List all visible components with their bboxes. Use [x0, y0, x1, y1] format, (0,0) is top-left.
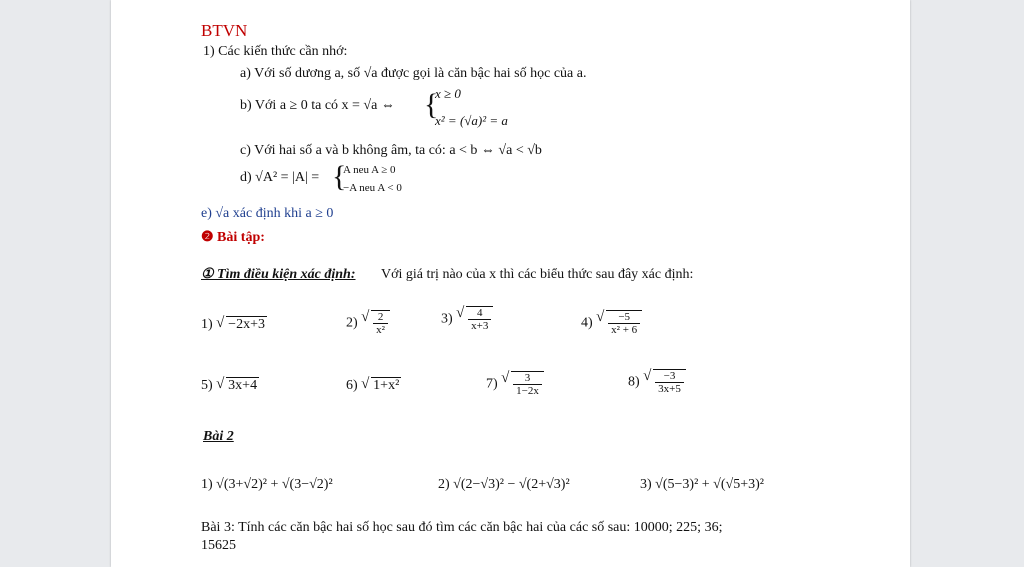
exercise1-item-5	[201, 377, 259, 394]
brace-d: {	[332, 160, 347, 193]
fraction-denominator: 1−2x	[516, 385, 539, 397]
exercise1-item-2	[346, 310, 390, 336]
exercise2-title: Bài 2	[203, 429, 234, 444]
exercise1-item-7	[486, 371, 544, 397]
fraction-denominator: x+3	[471, 320, 489, 332]
fraction-numerator: √ 4	[468, 307, 491, 320]
knowledge-heading: 1) Các kiến thức cần nhớ:	[203, 44, 348, 59]
item-label: 3)	[441, 311, 453, 327]
knowledge-d-prefix: d) √A² = |A| =	[240, 170, 320, 185]
item-expression: √(3+√2)² + √(3−√2)²	[216, 477, 333, 492]
exercises-heading: ❷ Bài tập:	[201, 230, 265, 245]
brace-b: {	[424, 88, 439, 121]
exercise1-item-1	[201, 316, 267, 333]
left-gutter	[0, 0, 111, 567]
fraction-numerator: √ −3	[655, 370, 684, 383]
fraction-numerator: √ 2	[373, 311, 388, 324]
knowledge-d-case1: A neu A ≥ 0	[343, 164, 396, 176]
fraction-numerator: √ −5	[608, 311, 640, 324]
exercise2-item-3	[640, 477, 764, 493]
item-label: 7)	[486, 376, 498, 392]
item-label: 4)	[581, 315, 593, 331]
right-gutter	[910, 0, 1024, 567]
item-expression: √(2−√3)² − √(2+√3)²	[453, 477, 570, 492]
exercise1-item-4	[581, 310, 642, 336]
exercise2-item-1	[201, 477, 333, 493]
knowledge-b-case1: x ≥ 0	[435, 86, 461, 101]
exercise3-line1: Bài 3: Tính các căn bậc hai số học sau đó tìm các căn bậc hai của các số sau: 10000; 225; 36;	[201, 520, 723, 535]
item-expression: √(5−3)² + √(√5+3)²	[655, 477, 764, 492]
knowledge-d-case2: −A neu A < 0	[343, 182, 402, 194]
exercise1-title: ① Tìm điều kiện xác định:	[201, 267, 356, 282]
item-label: 2)	[346, 315, 358, 331]
exercise1-item-3	[441, 306, 493, 332]
exercise1-item-6	[346, 377, 401, 394]
item-label: 5)	[201, 378, 213, 393]
item-expression: 1+x²	[373, 378, 400, 393]
fraction-numerator: √ 3	[513, 372, 542, 385]
exercise1-prompt: Với giá trị nào của x thì các biểu thức sau đây xác định:	[381, 267, 694, 282]
item-label: 1)	[201, 317, 213, 332]
knowledge-c: c) Với hai số a và b không âm, ta có: a < b ⇔ √a < √b	[240, 143, 542, 158]
fraction-denominator: 3x+5	[658, 383, 681, 395]
item-label: 2)	[438, 477, 450, 492]
item-expression: −2x+3	[228, 317, 265, 332]
exercise3-line2: 15625	[201, 538, 236, 553]
doc-title: BTVN	[201, 21, 248, 40]
exercise2-item-2	[438, 477, 570, 493]
item-label: 1)	[201, 477, 213, 492]
fraction-denominator: x²	[376, 324, 385, 336]
knowledge-b-prefix: b) Với a ≥ 0 ta có x = √a ⇔	[240, 98, 395, 113]
knowledge-a: a) Với số dương a, số √a được gọi là căn bậc hai số học của a.	[240, 66, 587, 81]
item-label: 3)	[640, 477, 652, 492]
knowledge-b-case2: x² = (√a)² = a	[435, 113, 508, 128]
knowledge-e: e) √a xác định khi a ≥ 0	[201, 206, 334, 221]
fraction-denominator: x² + 6	[611, 324, 638, 336]
item-label: 8)	[628, 374, 640, 390]
document-page	[111, 0, 910, 567]
item-expression: 3x+4	[228, 378, 258, 393]
item-label: 6)	[346, 378, 358, 393]
exercise1-item-8	[628, 369, 686, 395]
